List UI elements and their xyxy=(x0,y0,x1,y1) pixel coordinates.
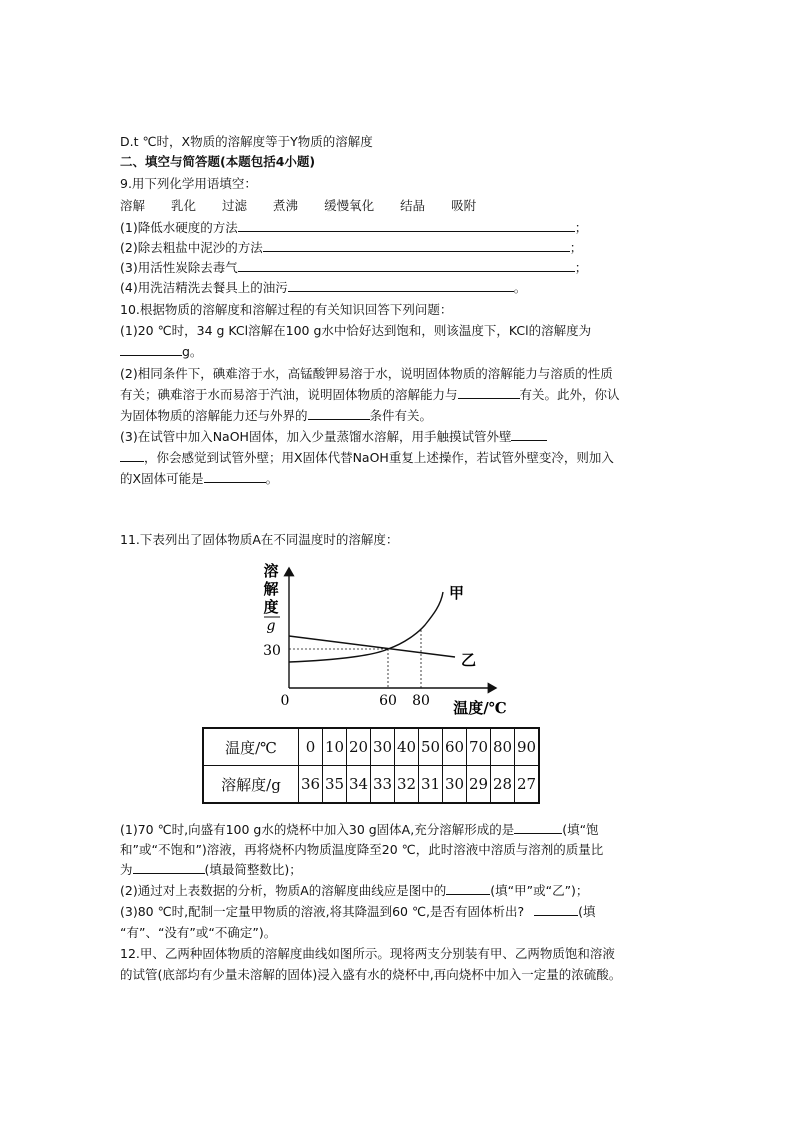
q9-item-2: (2)除去粗盐中泥沙的方法 ； xyxy=(120,240,583,255)
table-row xyxy=(203,766,539,804)
q10-p2-cont: 有关；碘难溶于水而易溶于汽油，说明固体物质的溶解能力与 有关。此外，你认 xyxy=(120,387,620,402)
table-cell: 27 xyxy=(515,766,540,804)
table-cell: 90 xyxy=(515,728,540,766)
option-d: D.t ℃时，X物质的溶解度等于Y物质的溶解度 xyxy=(120,134,373,149)
q9-item-4: (4)用洗洁精洗去餐具上的油污 。 xyxy=(120,280,527,295)
origin-label: 0 xyxy=(280,693,290,709)
row-header: 温度/℃ xyxy=(203,728,299,766)
q10-p1: (1)20 ℃时，34 g KCl溶解在100 g水中恰好达到饱和，则该温度下，KCl的溶解度为 xyxy=(120,323,592,338)
q11-p2: (2)通过对上表数据的分析，物质A的溶解度曲线应是图中的 (填“甲”或“乙”)； xyxy=(120,883,589,898)
q10-p3-cont2: 的X固体可能是 。 xyxy=(120,471,279,486)
y-label-char: 解 xyxy=(263,580,279,598)
table-cell: 20 xyxy=(347,728,371,766)
answer-blank[interactable] xyxy=(133,860,205,874)
word-item: 结晶 xyxy=(400,198,426,213)
table-cell: 0 xyxy=(299,728,323,766)
row-header: 溶解度/g xyxy=(203,766,299,804)
table-cell: 10 xyxy=(323,728,347,766)
y-label-char: 度 xyxy=(263,598,279,616)
table-cell: 35 xyxy=(323,766,347,804)
x-axis-label: 温度/℃ xyxy=(453,699,507,717)
series-label-yi: 乙 xyxy=(461,651,477,669)
answer-blank[interactable] xyxy=(446,881,490,895)
q10-p1-cont: g。 xyxy=(120,342,202,362)
q12-line1: 12.甲、乙两种固体物质的溶解度曲线如图所示。现将两支分别装有甲、乙两物质饱和溶液 xyxy=(120,946,615,961)
word-item: 过滤 xyxy=(222,198,248,213)
series-label-jia: 甲 xyxy=(449,584,465,602)
table-cell: 32 xyxy=(395,766,419,804)
word-item: 缓慢氧化 xyxy=(324,198,375,213)
x-tick-label: 80 xyxy=(412,693,430,709)
table-cell: 36 xyxy=(299,766,323,804)
table-cell: 30 xyxy=(371,728,395,766)
table-cell: 28 xyxy=(491,766,515,804)
table-cell: 31 xyxy=(419,766,443,804)
q9-item-3: (3)用活性炭除去毒气 ； xyxy=(120,260,588,275)
word-item: 吸附 xyxy=(451,198,477,213)
y-tick-label: 30 xyxy=(263,643,281,659)
q11-p1-cont: 和”或“不饱和”)溶液，再将烧杯内物质温度降至20 ℃，此时溶液中溶质与溶剂的质量比 xyxy=(120,842,604,857)
word-item: 溶解 xyxy=(120,198,146,213)
section-title: 二、填空与简答题(本题包括4小题) xyxy=(120,154,316,169)
table-row xyxy=(203,728,539,766)
q11-p1: (1)70 ℃时,向盛有100 g水的烧杯中加入30 g固体A,充分溶解形成的是 (填“饱 xyxy=(120,822,599,837)
q10-stem: 10.根据物质的溶解度和溶解过程的有关知识回答下列问题： xyxy=(120,302,453,317)
curve-jia xyxy=(289,592,443,662)
table-cell: 80 xyxy=(491,728,515,766)
table-cell: 40 xyxy=(395,728,419,766)
q11-p1-cont2: 为 (填最简整数比)； xyxy=(120,862,302,877)
y-label-char: 溶 xyxy=(263,562,279,580)
solubility-table xyxy=(202,727,540,804)
table-cell: 60 xyxy=(443,728,467,766)
q11-p3: (3)80 ℃时,配制一定量甲物质的溶液,将其降温到60 ℃,是否有固体析出? (填 xyxy=(120,904,596,919)
table-cell: 50 xyxy=(419,728,443,766)
q11-p3-cont: “有”、“没有”或“不确定”)。 xyxy=(120,925,277,940)
table-cell: 70 xyxy=(467,728,491,766)
table-cell: 33 xyxy=(371,766,395,804)
q10-p2: (2)相同条件下，碘难溶于水，高锰酸钾易溶于水，说明固体物质的溶解能力与溶质的性质 xyxy=(120,366,613,381)
q10-p3-cont: ，你会感觉到试管外壁；用X固体代替NaOH重复上述操作，若试管外壁变冷，则加入 xyxy=(120,448,614,468)
y-label-char: g xyxy=(266,618,276,634)
word-item: 乳化 xyxy=(171,198,197,213)
q9-stem: 9.用下列化学用语填空： xyxy=(120,176,257,191)
table-cell: 30 xyxy=(443,766,467,804)
q9-item-1: (1)降低水硬度的方法 ； xyxy=(120,220,588,235)
answer-blank[interactable] xyxy=(514,820,562,834)
table-cell: 29 xyxy=(467,766,491,804)
table-cell: 34 xyxy=(347,766,371,804)
q10-p3: (3)在试管中加入NaOH固体，加入少量蒸馏水溶解，用手触摸试管外壁 xyxy=(120,427,547,447)
word-item: 煮沸 xyxy=(273,198,299,213)
answer-blank[interactable] xyxy=(534,902,578,916)
q12-line2: 的试管(底部均有少量未溶解的固体)浸入盛有水的烧杯中,再向烧杯中加入一定量的浓硫酸。 xyxy=(120,967,622,982)
x-tick-label: 60 xyxy=(379,693,397,709)
q11-stem: 11.下表列出了固体物质A在不同温度时的溶解度： xyxy=(120,532,399,547)
q10-p2-cont2: 为固体物质的溶解能力还与外界的 条件有关。 xyxy=(120,408,433,423)
